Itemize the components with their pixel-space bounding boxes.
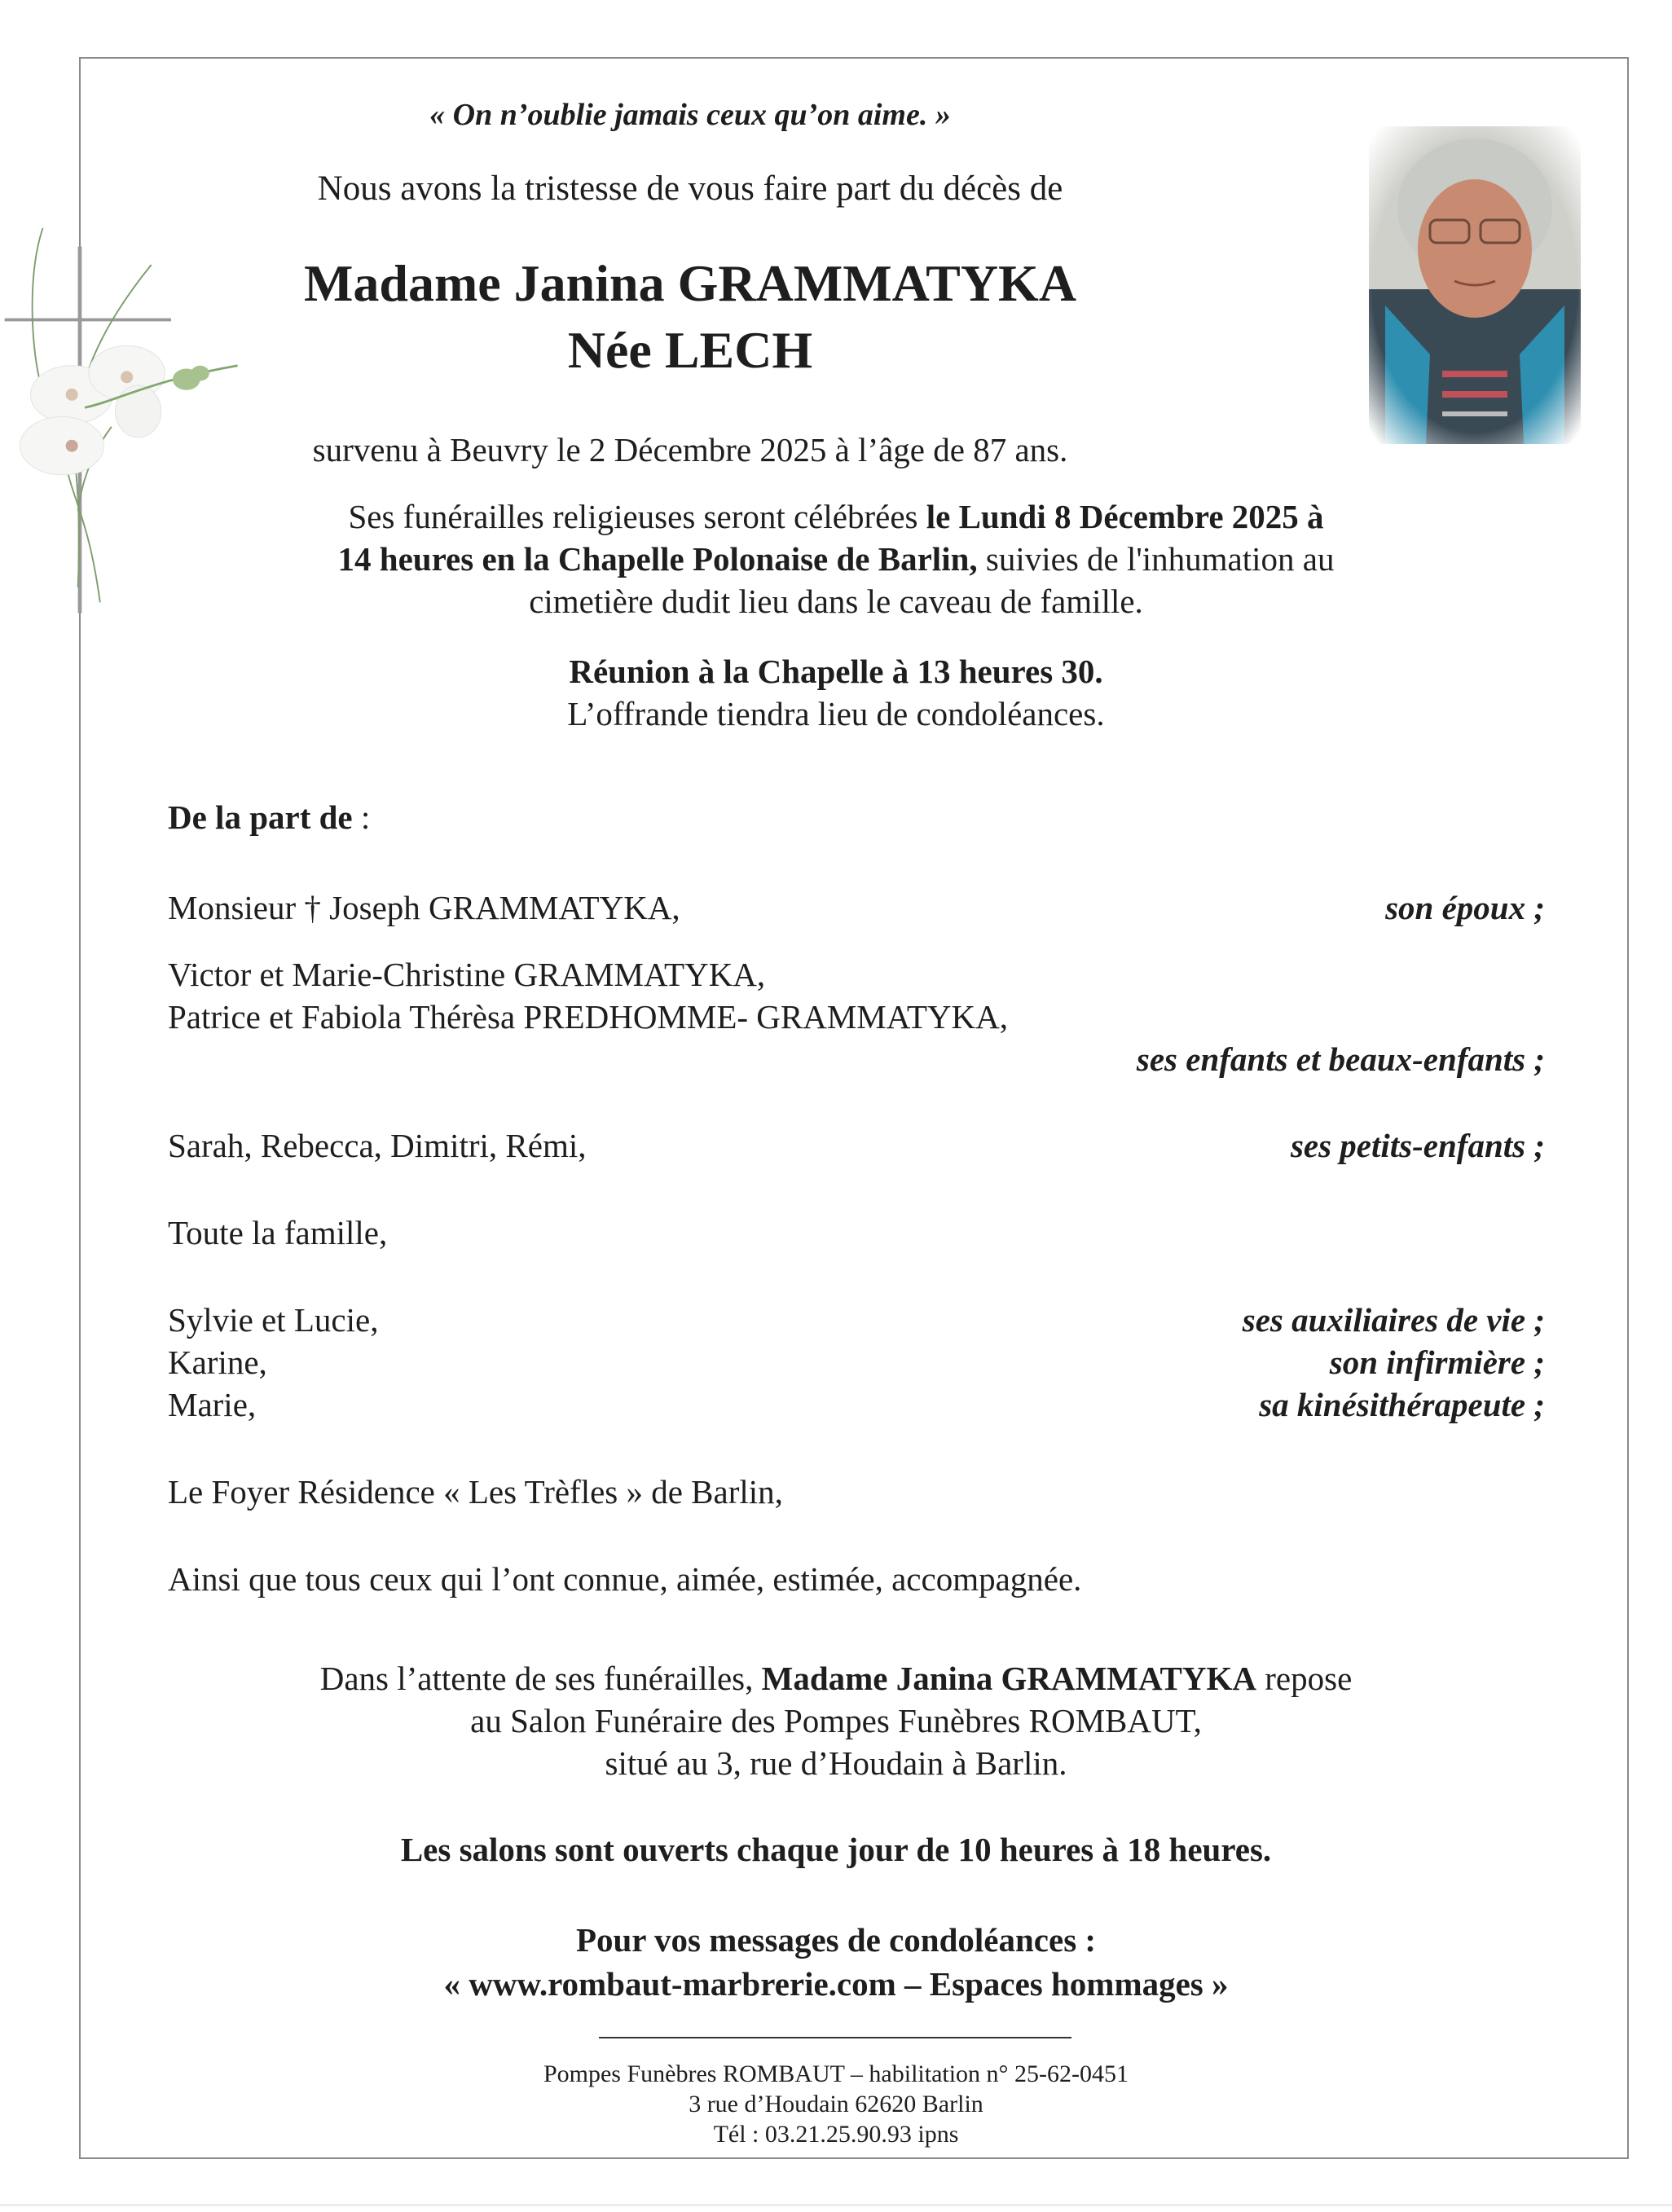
reunion-text: Réunion à la Chapelle à 13 heures 30. — [569, 653, 1103, 690]
repose-line-1 — [0, 1662, 1672, 1695]
funeral-date: le Lundi 8 Décembre 2025 à — [926, 498, 1324, 535]
relation-nurse: son infirmière ; — [1329, 1343, 1545, 1381]
funeral-line-1 — [0, 500, 1672, 534]
family-whole: Toute la famille, — [168, 1214, 388, 1251]
funeral-line-3: cimetière dudit lieu dans le caveau de famille. — [529, 583, 1143, 620]
portrait-photo — [1353, 110, 1597, 460]
family-name-child-1: Victor et Marie-Christine GRAMMATYKA, — [168, 956, 766, 993]
footer-address: 3 rue d’Houdain 62620 Barlin — [689, 2091, 983, 2117]
maiden-name: Née LECH — [567, 321, 813, 379]
funeral-line-2 — [0, 540, 1672, 578]
all-others-line: Ainsi que tous ceux qui l’ont connue, aimée, estimée, accompagnée. — [168, 1560, 1082, 1598]
funeral-place: 14 heures en la Chapelle Polonaise de Barlin, — [337, 540, 978, 578]
family-heading — [168, 798, 371, 836]
relation-children: ses enfants et beaux-enfants ; — [1136, 1040, 1545, 1078]
repose-line-1-before: Dans l’attente de ses funérailles, — [319, 1660, 762, 1697]
relation-grandchildren: ses petits-enfants ; — [1290, 1127, 1545, 1164]
repose-line-1-after: repose — [1256, 1660, 1353, 1697]
family-heading-label: De la part de — [168, 798, 353, 836]
family-name-spouse: Monsieur † Joseph GRAMMATYKA, — [168, 889, 680, 926]
condolences-website-link[interactable]: « www.rombaut-marbrerie.com – Espaces hommages » — [443, 1965, 1229, 2003]
carer-name-3: Marie, — [168, 1386, 257, 1423]
funeral-line-2-regular: suivies de l'inhumation au — [977, 540, 1335, 578]
footer-phone: Tél : 03.21.25.90.93 ipns — [713, 2121, 959, 2148]
footer-divider — [599, 2037, 1071, 2038]
opening-hours: Les salons sont ouverts chaque jour de 10 heures à 18 heures. — [400, 1831, 1272, 1868]
offrande-text: L’offrande tiendra lieu de condoléances. — [567, 695, 1105, 732]
carer-name-2: Karine, — [168, 1343, 267, 1381]
relation-physio: sa kinésithérapeute ; — [1259, 1386, 1545, 1423]
family-name-child-2: Patrice et Fabiola Thérèsa PREDHOMME- GRAMMATYKA, — [168, 998, 1008, 1036]
death-line: survenu à Beuvry le 2 Décembre 2025 à l’âge de 87 ans. — [312, 431, 1068, 468]
footer-company: Pompes Funèbres ROMBAUT – habilitation n° 25-62-0451 — [543, 2060, 1129, 2087]
funeral-line-1-regular: Ses funérailles religieuses seront célébrées — [348, 498, 926, 535]
carer-name-1: Sylvie et Lucie, — [168, 1301, 379, 1339]
condolences-line-1: Pour vos messages de condoléances : — [575, 1921, 1097, 1959]
family-name-grandchildren: Sarah, Rebecca, Dimitri, Rémi, — [168, 1127, 587, 1164]
relation-spouse: son époux ; — [1385, 889, 1545, 926]
deceased-name: Madame Janina GRAMMATYKA — [303, 254, 1077, 312]
repose-line-3: situé au 3, rue d’Houdain à Barlin. — [605, 1744, 1067, 1782]
relation-carers: ses auxiliaires de vie ; — [1242, 1301, 1545, 1339]
repose-name: Madame Janina GRAMMATYKA — [761, 1660, 1257, 1697]
intro-text: Nous avons la tristesse de vous faire part du décès de — [317, 169, 1063, 208]
family-heading-colon: : — [352, 798, 371, 836]
repose-line-2: au Salon Funéraire des Pompes Funèbres ROMBAUT, — [470, 1702, 1202, 1739]
quote: « On n’oublie jamais ceux qu’on aime. » — [429, 98, 951, 132]
scan-edge-line — [0, 2204, 1672, 2206]
residence-line: Le Foyer Résidence « Les Trèfles » de Barlin, — [168, 1473, 783, 1511]
